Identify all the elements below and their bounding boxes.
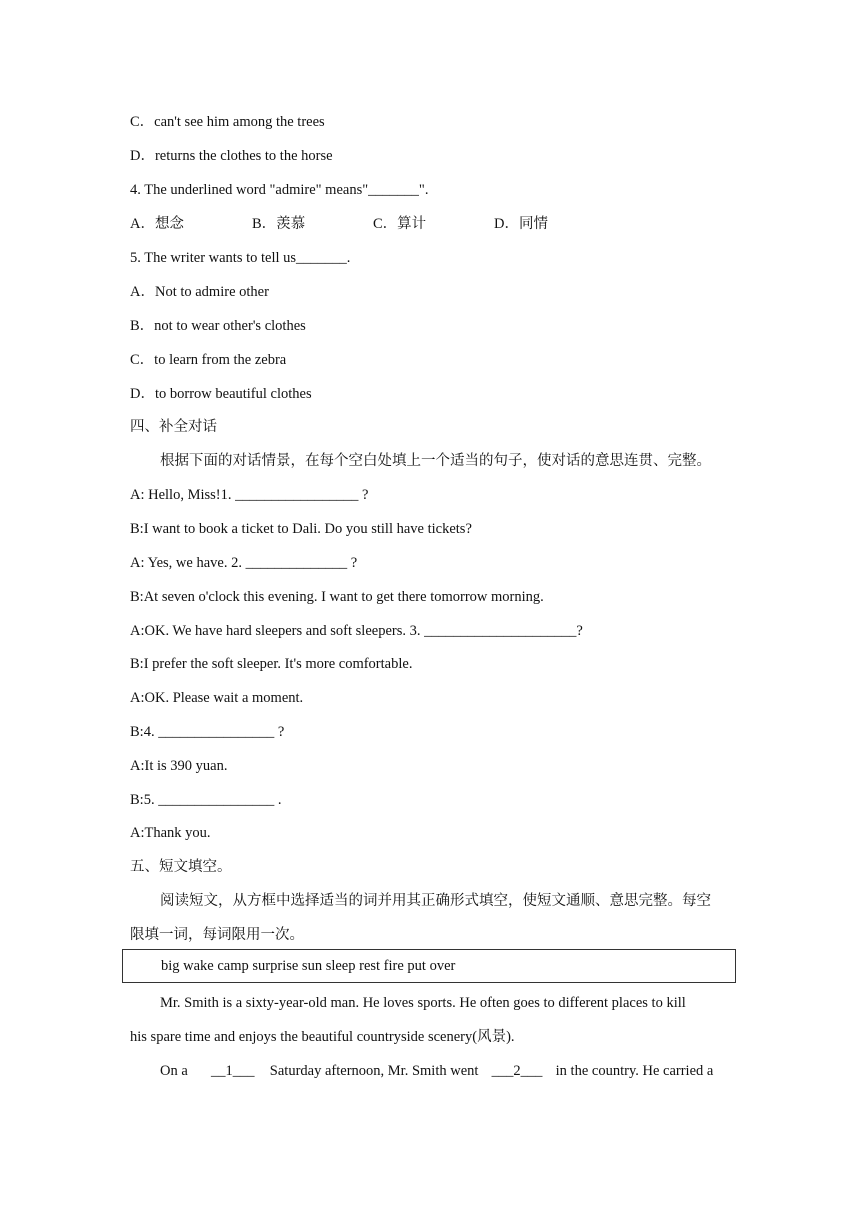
q5-option-b: B．not to wear other's clothes xyxy=(130,318,306,334)
blank-2: ___2___ xyxy=(491,1063,543,1079)
section4-instruction: 根据下面的对话情景，在每个空白处填上一个适当的句子，使对话的意思连贯、完整。 xyxy=(160,453,711,469)
dialogue-line: A:Thank you. xyxy=(130,825,211,841)
q4-options xyxy=(130,214,548,234)
word-box xyxy=(122,949,736,983)
dialogue-line: B:I prefer the soft sleeper. It's more comfortable. xyxy=(130,656,413,672)
section5-heading: 五、短文填空。 xyxy=(130,859,232,875)
dialogue-line: A:OK. We have hard sleepers and soft sleepers. 3. _____________________? xyxy=(130,623,583,639)
dialogue-line: A:It is 390 yuan. xyxy=(130,758,228,774)
passage-line: Mr. Smith is a sixty-year-old man. He loves sports. He often goes to different places to kill xyxy=(160,995,686,1011)
q4-option-b: B．羡慕 xyxy=(252,216,306,232)
q4-option-a: A．想念 xyxy=(130,216,184,232)
dialogue-line: B:At seven o'clock this evening. I want to get there tomorrow morning. xyxy=(130,589,544,605)
section5-instruction-line1: 阅读短文，从方框中选择适当的词并用其正确形式填空，使短文通顺、意思完整。每空 xyxy=(160,893,711,909)
q5-option-a: A．Not to admire other xyxy=(130,284,269,300)
q4-option-d: D．同情 xyxy=(494,216,548,232)
dialogue-line: B:4. ________________ ? xyxy=(130,724,285,740)
dialogue-line: A: Yes, we have. 2. ______________ ? xyxy=(130,555,358,571)
q4-stem: 4. The underlined word "admire" means"_______". xyxy=(130,182,429,198)
passage-text: Saturday afternoon, Mr. Smith went xyxy=(269,1063,479,1079)
dialogue-line: B:I want to book a ticket to Dali. Do you still have tickets? xyxy=(130,521,472,537)
section5-instruction-line2: 限填一词，每词限用一次。 xyxy=(130,927,304,943)
q3-option-c: C．can't see him among the trees xyxy=(130,114,325,130)
q5-stem: 5. The writer wants to tell us_______. xyxy=(130,250,351,266)
dialogue-line: A:OK. Please wait a moment. xyxy=(130,690,304,706)
passage-line-with-blanks xyxy=(160,1061,713,1081)
q3-option-d: D．returns the clothes to the horse xyxy=(130,148,333,164)
passage-text: in the country. He carried a xyxy=(555,1063,714,1079)
passage-line: his spare time and enjoys the beautiful countryside scenery(风景). xyxy=(130,1029,515,1045)
q4-option-c: C．算计 xyxy=(373,216,427,232)
blank-1: __1___ xyxy=(211,1063,255,1079)
word-box-text: big wake camp surprise sun sleep rest fire put over xyxy=(161,958,456,974)
dialogue-line: A: Hello, Miss!1. _________________ ? xyxy=(130,487,369,503)
passage-text: On a xyxy=(160,1063,188,1079)
q5-option-c: C．to learn from the zebra xyxy=(130,352,287,368)
dialogue-line: B:5. ________________ . xyxy=(130,792,282,808)
q5-option-d: D．to borrow beautiful clothes xyxy=(130,386,312,402)
section4-heading: 四、补全对话 xyxy=(130,419,217,435)
